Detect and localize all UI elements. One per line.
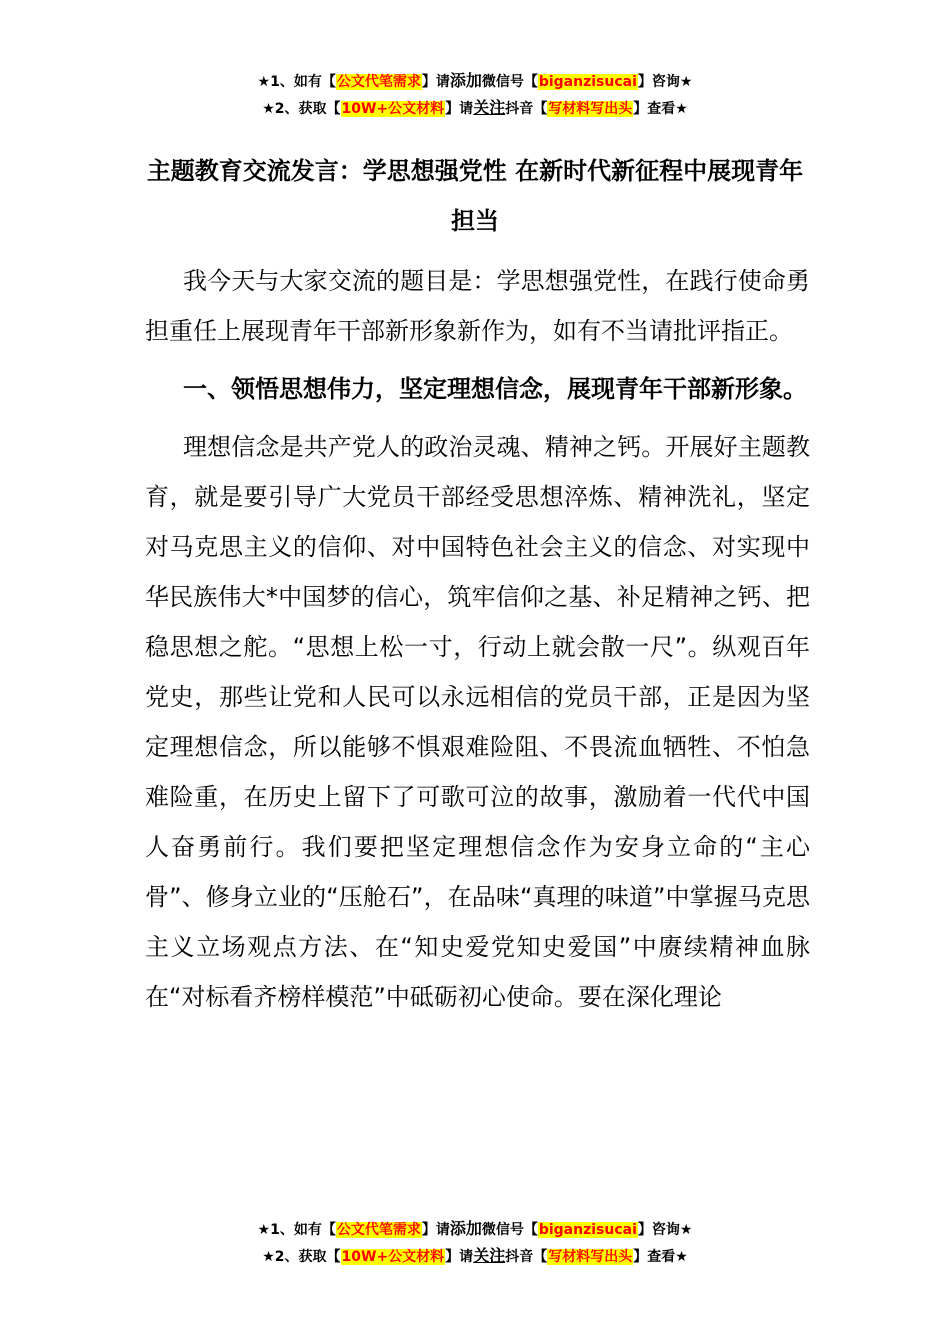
banner-text: 】请 bbox=[445, 101, 474, 117]
banner-text: 抖音【 bbox=[505, 101, 548, 117]
banner-text: 】请 bbox=[421, 74, 450, 90]
banner-emphasis: 关注 bbox=[473, 98, 506, 117]
banner-emphasis: 添加 bbox=[449, 71, 482, 90]
footer-banner bbox=[0, 1216, 950, 1270]
banner-highlight-wechat-id: biganzisucai bbox=[538, 74, 637, 90]
banner-text: ★1、如有【 bbox=[257, 1222, 336, 1238]
header-banner bbox=[0, 68, 950, 122]
banner-text: 微信号【 bbox=[481, 74, 538, 90]
intro-paragraph: 我今天与大家交流的题目是：学思想强党性，在践行使命勇担重任上展现青年干部新形象新作为，如有不当请批评指正。 bbox=[145, 267, 810, 345]
banner-line-2 bbox=[0, 1243, 950, 1270]
banner-highlight-materials: 10W+公文材料 bbox=[341, 1249, 445, 1265]
banner-text: ★2、获取【 bbox=[262, 1249, 341, 1265]
banner-emphasis: 关注 bbox=[473, 1246, 506, 1265]
banner-highlight-materials: 10W+公文材料 bbox=[341, 101, 445, 117]
banner-text: 】请 bbox=[445, 1249, 474, 1265]
banner-highlight-service: 公文代笔需求 bbox=[336, 1222, 421, 1238]
banner-line-2 bbox=[0, 95, 950, 122]
banner-emphasis: 添加 bbox=[449, 1219, 482, 1238]
banner-text: 】咨询★ bbox=[637, 74, 693, 90]
banner-line-1 bbox=[0, 1216, 950, 1243]
banner-text: ★1、如有【 bbox=[257, 74, 336, 90]
banner-text: 】查看★ bbox=[633, 101, 688, 117]
banner-text: 】查看★ bbox=[633, 1249, 688, 1265]
banner-highlight-wechat-id: biganzisucai bbox=[538, 1222, 637, 1238]
banner-text: 抖音【 bbox=[505, 1249, 548, 1265]
document-title: 主题教育交流发言：学思想强党性 在新时代新征程中展现青年担当 bbox=[146, 157, 804, 235]
banner-text: 】请 bbox=[421, 1222, 450, 1238]
document-body bbox=[145, 256, 810, 1022]
body-paragraph: 理想信念是共产党人的政治灵魂、精神之钙。开展好主题教育，就是要引导广大党员干部经受思想淬炼、精神洗礼，坚定对马克思主义的信仰、对中国特色社会主义的信念、对实现中华民族伟大*中国梦的信心，筑牢信仰之基、补足精神之钙、把稳思想之舵。“思想上松一寸，行动上就会散一尺”。纵观百年党史，那些让党和人民可以永远相信的党员干部，正是因为坚定理想信念，所以能够不惧艰难险阻、不畏流血牺牲、不怕急难险重，在历史上留下了可歌可泣的故事，激励着一代代中国人奋勇前行。我们要把坚定理想信念作为安身立命的“主心骨”、修身立业的“压舱石”，在品味“真理的味道”中掌握马克思主义立场观点方法、在“知史爱党知史爱国”中赓续精神血脉在“对标看齐榜样模范”中砥砺初心使命。要在深化理论 bbox=[145, 433, 810, 1011]
banner-text: 】咨询★ bbox=[637, 1222, 693, 1238]
banner-text: 微信号【 bbox=[481, 1222, 538, 1238]
banner-line-1 bbox=[0, 68, 950, 95]
section-heading: 一、领悟思想伟力，坚定理想信念，展现青年干部新形象。 bbox=[183, 375, 807, 403]
banner-highlight-douyin-account: 写材料写出头 bbox=[548, 1249, 633, 1265]
banner-highlight-douyin-account: 写材料写出头 bbox=[548, 101, 633, 117]
banner-highlight-service: 公文代笔需求 bbox=[336, 74, 421, 90]
banner-text: ★2、获取【 bbox=[262, 101, 341, 117]
